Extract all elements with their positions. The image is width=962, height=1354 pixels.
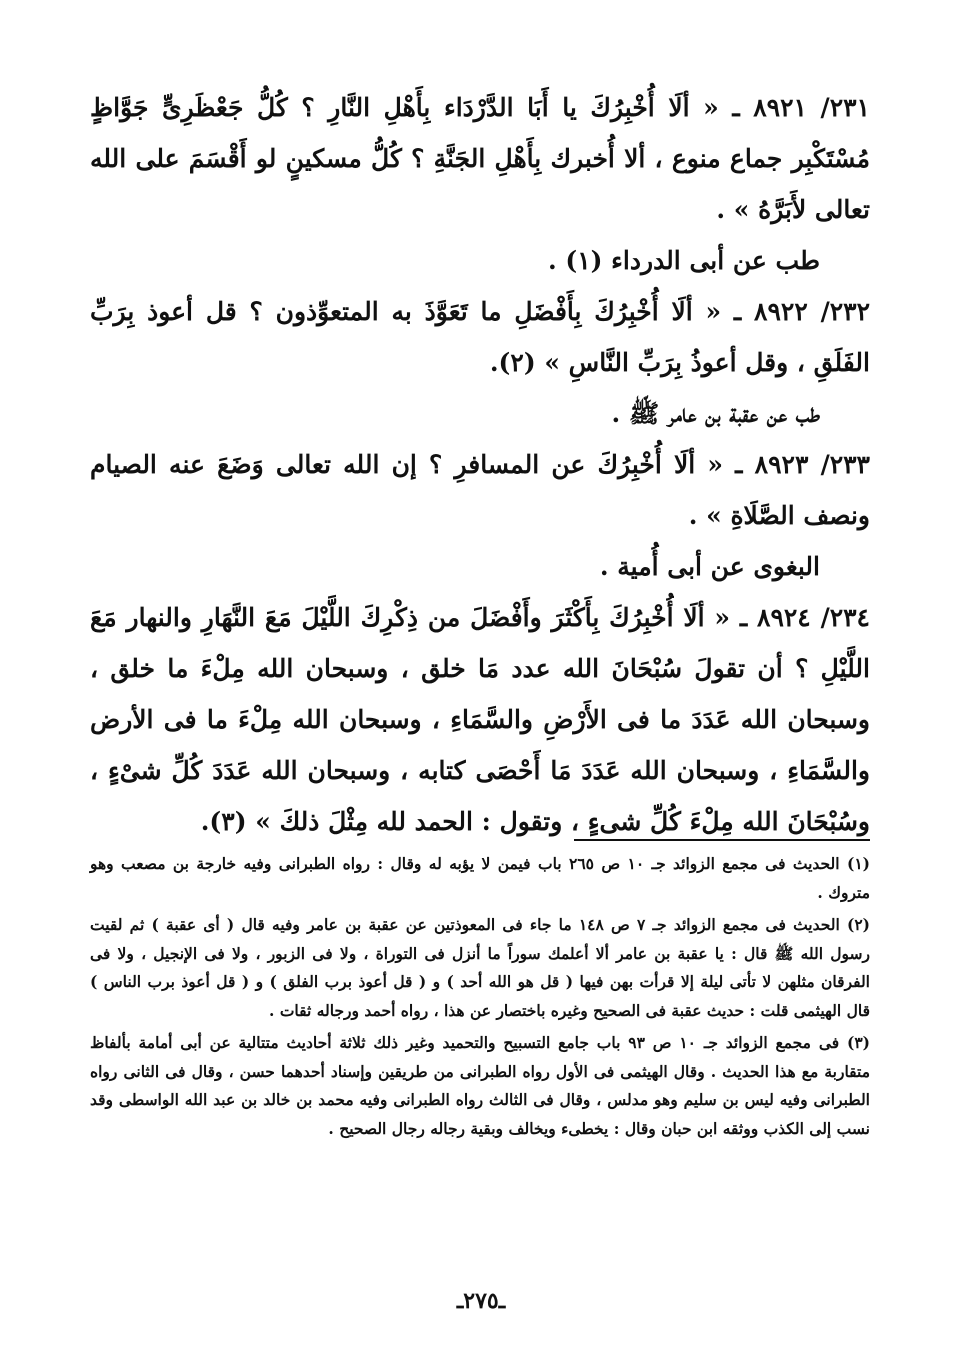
source-233: البغوى عن أبى أُمية . (599, 552, 820, 581)
footnote-divider (574, 839, 870, 841)
source-232: طب عن عقبة بن عامر ﷺ . (611, 399, 820, 428)
hadith-234: ٢٣٤/ ٨٩٢٤ ـ « ألَا أُخْبِرُكَ بِأَكْثَرَ وأَفْضَلَ من ذِكْرِكَ اللَّيْلَ مَعَ النَّهَارِ والنهار مَعَ اللَّيْلِ ؟ أن تقولَ سُبْحَانَ الله عدد مَا خلق ، وسبحان الله مِلْءَ ما خلق ، وسبحان الله عَدَدَ ما فى الأَرْضِ والسَّمَاءِ ، وسبحان الله مِلْءَ ما فى الأرض والسَّمَاءِ ، وسبحان الله عَدَدَ مَا أَحْصَى كتابه ، وسبحان الله عَدَدَ كُلِّ شىْءٍ ، وسُبْحَانَ الله مِلْءَ كُلِّ شىءٍ ، وتقول : الحمد لله مِثْلَ ذلكَ » (٣). (90, 603, 870, 836)
hadith-231: ٢٣١/ ٨٩٢١ ـ « ألَا أُخْبِرُكَ يا أَبَا الدَّرْدَاء بِأَهْلِ النَّارِ ؟ كُلُّ جَعْظَرِىٍّ جَوَّاظٍ مُسْتَكْبِر جماع منوع ، ألا أُخبرك بِأَهْلِ الجَنَّةِ ؟ كُلُّ مسكينٍ لو أَقْسَمَ على الله تعالى لأَبَرَّهُ » . (90, 93, 870, 224)
hadith-232: ٢٣٢/ ٨٩٢٢ ـ « ألَا أُخْبِرُكَ بِأَفْضَلِ ما تَعَوَّذَ به المتعوِّذون ؟ قل أعوذ بِرَبِّ الفَلَقِ ، وقل أعوذُ بِرَبِّ النَّاسِ » (٢). (90, 297, 871, 377)
source-231: طب عن أبى الدرداء (١) . (547, 246, 820, 275)
page-number: ـ٢٧٥ـ (456, 1288, 506, 1314)
footnote-1: (١) الحديث فى مجمع الزوائد جـ ١٠ ص ٢٦٥ باب فيمن لا يؤبه له وقال : رواه الطبرانى وفيه خارجة بن مصعب وهو متروك . (90, 854, 870, 902)
main-text (90, 82, 870, 847)
hadith-233: ٢٣٣/ ٨٩٢٣ ـ « ألَا أُخْبِرُكَ عن المسافرِ ؟ إن الله تعالى وَضَعَ عنه الصيام ونصف الصَّلَاةِ » . (90, 450, 870, 530)
footnotes (90, 850, 870, 1147)
footnote-2: (٢) الحديث فى مجمع الزوائد جـ ٧ ص ١٤٨ ما جاء فى المعوذتين عن عقبة بن عامر وفيه قال ( أى عقبة ) ثم لقيت رسول الله ﷺ قال : يا عقبة بن عامر ألا أعلمك سوراً ما أنزل فى التوراة ، ولا فى الزبور ، ولا فى الإنجيل ، ولا فى الفرقان مثلهن لا تأتى ليلة إلا قرأت بهن فيها ( قل هو الله أحد ) و ( قل أعوذ برب الفلق ) و ( قل أعوذ برب الناس ) قال الهيثمى قلت : حديث عقبة فى الصحيح وغيره باختصار عن هذا ، رواه أحمد ورجاله ثقات . (90, 915, 870, 1020)
footnote-3: (٣) فى مجمع الزوائد جـ ١٠ ص ٩٣ باب جامع التسبيح والتحميد وغير ذلك ثلاثة أحاديث متتالية عن أبى أمامة بألفاظ متقاربة مع هذا الحديث . وقال الهيثمى فى الأول رواه الطبرانى من طريقين وإسناد أحدهما حسن ، وقال فى الثانى رواه الطبرانى وفيه ليس بن سليم وهو مدلس ، وقال فى الثالث رواه الطبرانى وفيه محمد بن خالد بن عبد الله الواسطى وقد نسب إلى الكذب ووثقه ابن حبان وقال : يخطىء ويخالف وبقية رجاله رجال الصحيح . (90, 1033, 870, 1138)
